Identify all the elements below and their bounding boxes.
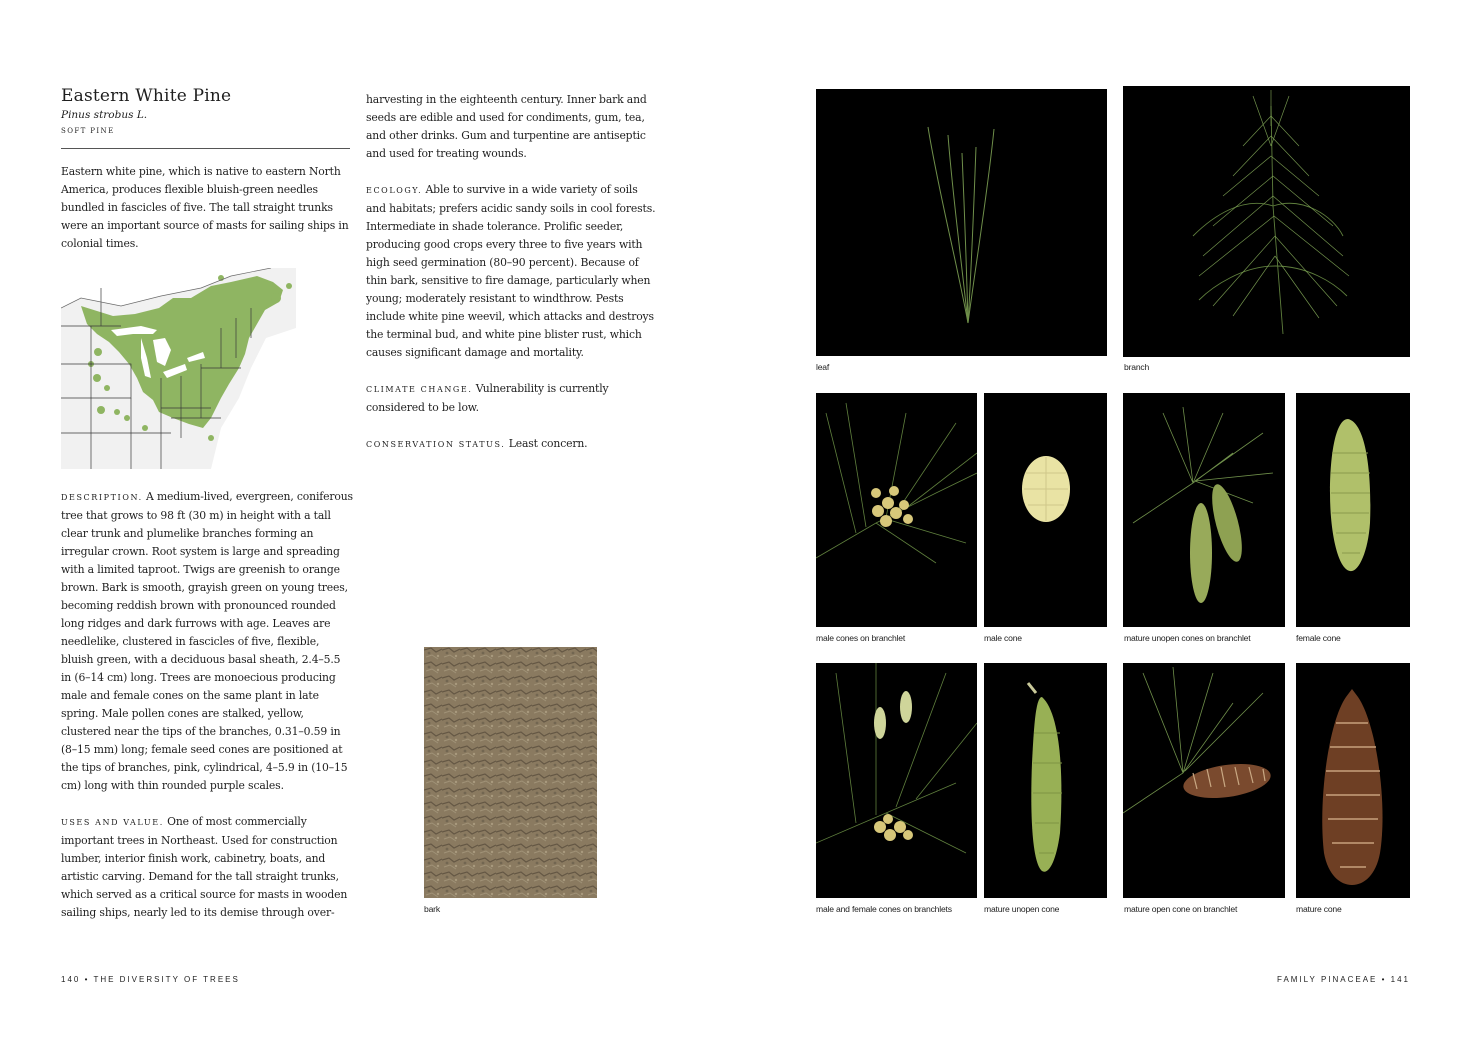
- mature-unopen-cones-branchlet-photo: [1123, 393, 1285, 627]
- mature-unopen-cone-caption: mature unopen cone: [984, 904, 1060, 914]
- title-rule: [61, 148, 350, 149]
- bark-caption: bark: [424, 904, 440, 914]
- male-cones-branchlet-caption: male cones on branchlet: [816, 633, 906, 643]
- male-cone-caption: male cone: [984, 633, 1022, 643]
- leaf-caption: leaf: [816, 362, 830, 372]
- mature-open-cone-branchlet-caption: mature open cone on branchlet: [1124, 904, 1238, 914]
- mature-open-cone-branchlet-photo: [1123, 663, 1285, 898]
- male-female-cones-branchlets-caption: male and female cones on branchlets: [816, 904, 952, 914]
- description-column: [61, 488, 353, 940]
- uses-text: One of most commercially important trees in Northeast. Used for construction lumber, interior finish work, cabinetry, boats, and artistic carving. Demand for the tall straight trunks, which served as a critical source for masts in wooden sailing ships, nearly led to its demise through over-: [61, 815, 348, 919]
- description-paragraph: [61, 488, 353, 795]
- bark-photo: [424, 647, 597, 898]
- left-folio: 140 • THE DIVERSITY OF TREES: [61, 975, 240, 984]
- right-folio: FAMILY PINACEAE • 141: [1277, 975, 1410, 984]
- conservation-text: Least concern.: [508, 437, 588, 450]
- description-text: A medium-lived, evergreen, coniferous tree that grows to 98 ft (30 m) in height with a tall clear trunk and plumelike branches forming an irregular crown. Root system is large and spreading with a limited taproot. Twigs are greenish to orange brown. Bark is smooth, grayish green on young trees, becoming reddish brown with pronounced rounded long ridges and dark furrows with age. Leaves are needlelike, clustered in fascicles of five, flexible, bluish green, with a deciduous basal sheath, 2.4–5.5 in (6–14 cm) long. Trees are monoecious producing male and female cones on the same plant in late spring. Male pollen cones are stalked, yellow, clustered near the tips of the branches, 0.31–0.59 in (8–15 mm) long; female seed cones are positioned at the tips of branches, pink, cylindrical, 4–5.9 in (10–15 cm) long with thin rounded purple scales.: [61, 490, 353, 792]
- mature-unopen-cones-branchlet-caption: mature unopen cones on branchlet: [1124, 633, 1251, 643]
- mature-cone-caption: mature cone: [1296, 904, 1342, 914]
- branch-photo: [1123, 86, 1410, 357]
- conservation-paragraph: [366, 435, 658, 454]
- ecology-heading: ECOLOGY.: [366, 186, 423, 195]
- group-label: SOFT PINE: [61, 127, 115, 135]
- male-female-cones-branchlets-photo: [816, 663, 977, 898]
- male-cone-photo: [984, 393, 1107, 627]
- intro-text: [61, 163, 353, 271]
- latin-name: Pinus strobus L.: [61, 109, 148, 121]
- ecology-paragraph: [366, 181, 658, 362]
- mature-unopen-cone-photo: [984, 663, 1107, 898]
- second-column: [366, 91, 658, 472]
- ecology-text: Able to survive in a wide variety of soils and habitats; prefers acidic sandy soils in cool forests. Intermediate in shade tolerance. Prolific seeder, producing good crops every three to five years with high seed germination (80–90 percent). Because of thin bark, sensitive to fire damage, particularly when young; moderately resistant to windthrow. Pests include white pine weevil, which attacks and destroys the terminal bud, and white pine blister rust, which causes significant damage and mortality.: [366, 183, 656, 359]
- uses-heading: USES AND VALUE.: [61, 818, 164, 827]
- leaf-photo: [816, 89, 1107, 356]
- climate-heading: CLIMATE CHANGE.: [366, 385, 473, 394]
- species-title: Eastern White Pine: [61, 86, 232, 106]
- female-cone-photo: [1296, 393, 1410, 627]
- description-heading: DESCRIPTION.: [61, 493, 143, 502]
- climate-text: Vulnerability is currently considered to be low.: [366, 382, 609, 414]
- range-map: [61, 268, 296, 469]
- continued-paragraph: harvesting in the eighteenth century. Inner bark and seeds are edible and used for condiments, gum, tea, and other drinks. Gum and turpentine are antiseptic and used for treating wounds.: [366, 93, 647, 160]
- male-cones-branchlet-photo: [816, 393, 977, 627]
- conservation-heading: CONSERVATION STATUS.: [366, 440, 506, 449]
- intro-paragraph: Eastern white pine, which is native to eastern North America, produces flexible bluish-green needles bundled in fascicles of five. The tall straight trunks were an important source of masts for sailing ships in colonial times.: [61, 165, 349, 250]
- mature-cone-photo: [1296, 663, 1410, 898]
- climate-paragraph: [366, 380, 658, 417]
- uses-paragraph: [61, 813, 353, 922]
- branch-caption: branch: [1124, 362, 1150, 372]
- female-cone-caption: female cone: [1296, 633, 1341, 643]
